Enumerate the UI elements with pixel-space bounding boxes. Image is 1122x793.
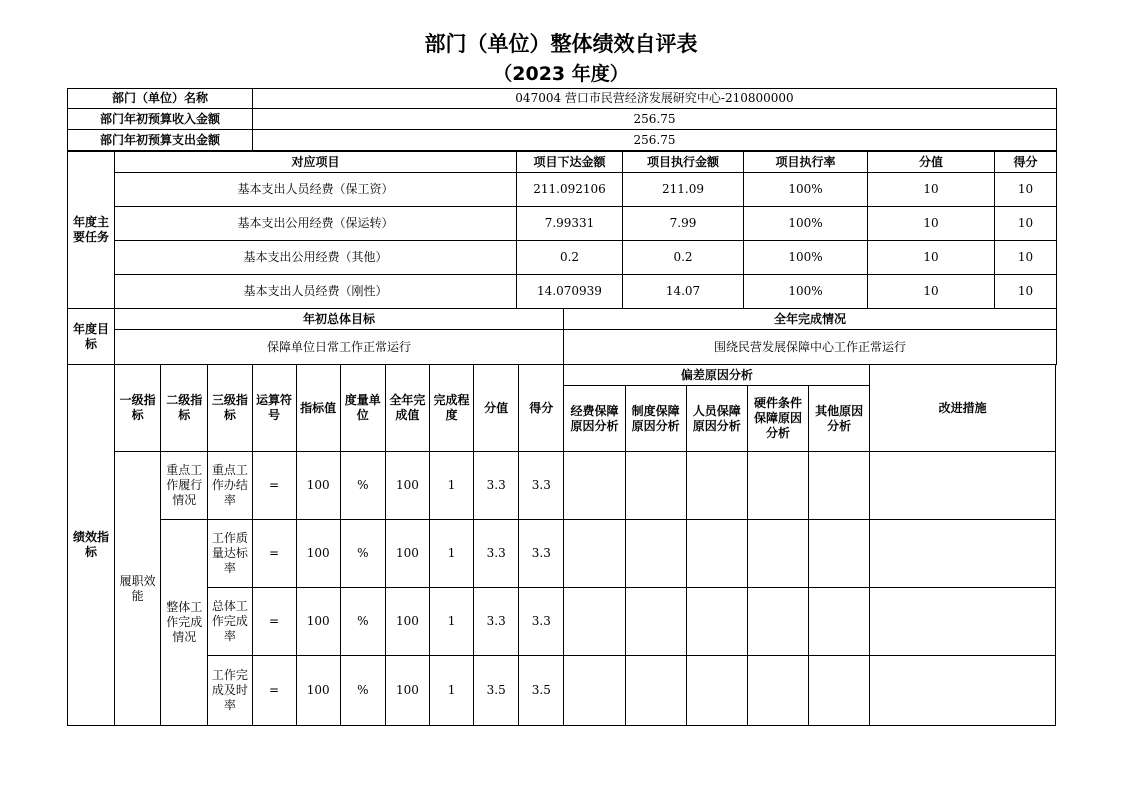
- tasks-header-score: 分值: [868, 152, 995, 173]
- col-unit: 度量单位: [340, 365, 385, 452]
- annual-goals-table: [67, 308, 1057, 365]
- performance-indicators-table: [67, 364, 1056, 726]
- goals-complete-value: 围绕民营发展保障中心工作正常运行: [564, 330, 1057, 365]
- task-item: 基本支出公用经费（其他）: [115, 241, 517, 275]
- col-dev-system: 制度保障原因分析: [625, 386, 686, 452]
- task-item: 基本支出公用经费（保运转）: [115, 207, 517, 241]
- form-title: 部门（单位）整体绩效自评表: [424, 32, 698, 56]
- level3-value: 总体工作完成率: [208, 588, 252, 656]
- task-row: [68, 241, 1057, 275]
- annual-tasks-table: [67, 151, 1057, 309]
- operator-value: =: [252, 452, 296, 520]
- dev-staff-cell: [686, 656, 747, 726]
- task-executed: 7.99: [623, 207, 744, 241]
- col-got: 得分: [519, 365, 564, 452]
- col-score: 分值: [474, 365, 519, 452]
- target-value: 100: [296, 656, 340, 726]
- degree-value: 1: [430, 452, 474, 520]
- task-issued: 7.99331: [517, 207, 623, 241]
- col-dev-staff: 人员保障原因分析: [686, 386, 747, 452]
- target-value: 100: [296, 588, 340, 656]
- dev-system-cell: [625, 520, 686, 588]
- task-executed: 14.07: [623, 275, 744, 309]
- score-value: 3.3: [474, 452, 519, 520]
- task-got: 10: [995, 173, 1057, 207]
- task-rate: 100%: [744, 241, 868, 275]
- task-item: 基本支出人员经费（刚性）: [115, 275, 517, 309]
- expense-label: 部门年初预算支出金额: [68, 130, 253, 151]
- tasks-header-executed: 项目执行金额: [623, 152, 744, 173]
- dev-cost-cell: [564, 452, 625, 520]
- level2-value: 重点工作履行情况: [161, 452, 208, 520]
- task-rate: 100%: [744, 275, 868, 309]
- level3-value: 重点工作办结率: [208, 452, 252, 520]
- task-row: [68, 275, 1057, 309]
- unit-value: %: [340, 520, 385, 588]
- indicator-row: [68, 520, 1056, 588]
- task-executed: 211.09: [623, 173, 744, 207]
- col-dev-other: 其他原因分析: [809, 386, 870, 452]
- expense-value: 256.75: [253, 130, 1057, 151]
- dev-cost-cell: [564, 656, 625, 726]
- col-dev-cost: 经费保障原因分析: [564, 386, 625, 452]
- level2-value: 整体工作完成情况: [161, 520, 208, 726]
- tasks-header-got: 得分: [995, 152, 1057, 173]
- tasks-header-issued: 项目下达金额: [517, 152, 623, 173]
- task-score: 10: [868, 207, 995, 241]
- col-level1: 一级指标: [115, 365, 161, 452]
- operator-value: =: [252, 520, 296, 588]
- dev-other-cell: [809, 656, 870, 726]
- task-executed: 0.2: [623, 241, 744, 275]
- income-label: 部门年初预算收入金额: [68, 109, 253, 130]
- dept-name-label: 部门（单位）名称: [68, 89, 253, 109]
- annual-value: 100: [385, 656, 429, 726]
- level1-value: 履职效能: [115, 452, 161, 726]
- dev-other-cell: [809, 588, 870, 656]
- annual-value: 100: [385, 588, 429, 656]
- got-value: 3.3: [519, 588, 564, 656]
- task-issued: 211.092106: [517, 173, 623, 207]
- dev-cost-cell: [564, 520, 625, 588]
- score-value: 3.3: [474, 588, 519, 656]
- tasks-section-label: 年度主要任务: [68, 152, 115, 309]
- got-value: 3.5: [519, 656, 564, 726]
- col-operator: 运算符号: [252, 365, 296, 452]
- col-level3: 三级指标: [208, 365, 252, 452]
- indicator-row: [68, 656, 1056, 726]
- annual-value: 100: [385, 452, 429, 520]
- target-value: 100: [296, 452, 340, 520]
- dev-hardware-cell: [747, 452, 808, 520]
- col-dev-hardware: 硬件条件保障原因分析: [747, 386, 808, 452]
- improve-cell: [870, 656, 1056, 726]
- col-level2: 二级指标: [161, 365, 208, 452]
- target-value: 100: [296, 520, 340, 588]
- task-issued: 0.2: [517, 241, 623, 275]
- indicators-section-label: 绩效指标: [68, 365, 115, 726]
- dev-system-cell: [625, 656, 686, 726]
- goals-section-label: 年度目标: [68, 309, 115, 365]
- got-value: 3.3: [519, 520, 564, 588]
- dev-staff-cell: [686, 520, 747, 588]
- level3-value: 工作完成及时率: [208, 656, 252, 726]
- dev-other-cell: [809, 520, 870, 588]
- dev-hardware-cell: [747, 656, 808, 726]
- tasks-header-rate: 项目执行率: [744, 152, 868, 173]
- task-row: [68, 173, 1057, 207]
- form-year: （2023 年度）: [493, 63, 629, 85]
- improve-cell: [870, 588, 1056, 656]
- goals-target-value: 保障单位日常工作正常运行: [115, 330, 564, 365]
- task-score: 10: [868, 241, 995, 275]
- indicator-row: [68, 452, 1056, 520]
- col-annual: 全年完成值: [385, 365, 429, 452]
- col-deviation: 偏差原因分析: [564, 365, 870, 386]
- indicator-row: [68, 588, 1056, 656]
- dev-hardware-cell: [747, 588, 808, 656]
- col-degree: 完成程度: [430, 365, 474, 452]
- unit-value: %: [340, 656, 385, 726]
- goals-target-header: 年初总体目标: [115, 309, 564, 330]
- col-improve: 改进措施: [870, 365, 1056, 452]
- task-issued: 14.070939: [517, 275, 623, 309]
- task-score: 10: [868, 275, 995, 309]
- goals-complete-header: 全年完成情况: [564, 309, 1057, 330]
- dev-staff-cell: [686, 588, 747, 656]
- task-got: 10: [995, 275, 1057, 309]
- task-score: 10: [868, 173, 995, 207]
- department-info-table: [67, 88, 1057, 151]
- annual-value: 100: [385, 520, 429, 588]
- unit-value: %: [340, 588, 385, 656]
- level3-value: 工作质量达标率: [208, 520, 252, 588]
- degree-value: 1: [430, 656, 474, 726]
- dev-cost-cell: [564, 588, 625, 656]
- degree-value: 1: [430, 520, 474, 588]
- dev-hardware-cell: [747, 520, 808, 588]
- col-target: 指标值: [296, 365, 340, 452]
- income-value: 256.75: [253, 109, 1057, 130]
- task-item: 基本支出人员经费（保工资）: [115, 173, 517, 207]
- degree-value: 1: [430, 588, 474, 656]
- task-got: 10: [995, 207, 1057, 241]
- task-rate: 100%: [744, 173, 868, 207]
- operator-value: =: [252, 656, 296, 726]
- task-rate: 100%: [744, 207, 868, 241]
- dev-other-cell: [809, 452, 870, 520]
- dev-system-cell: [625, 588, 686, 656]
- task-got: 10: [995, 241, 1057, 275]
- got-value: 3.3: [519, 452, 564, 520]
- score-value: 3.5: [474, 656, 519, 726]
- dept-name-value: 047004 营口市民营经济发展研究中心-210800000: [253, 89, 1057, 109]
- unit-value: %: [340, 452, 385, 520]
- improve-cell: [870, 520, 1056, 588]
- task-row: [68, 207, 1057, 241]
- dev-system-cell: [625, 452, 686, 520]
- operator-value: =: [252, 588, 296, 656]
- improve-cell: [870, 452, 1056, 520]
- tasks-header-item: 对应项目: [115, 152, 517, 173]
- score-value: 3.3: [474, 520, 519, 588]
- dev-staff-cell: [686, 452, 747, 520]
